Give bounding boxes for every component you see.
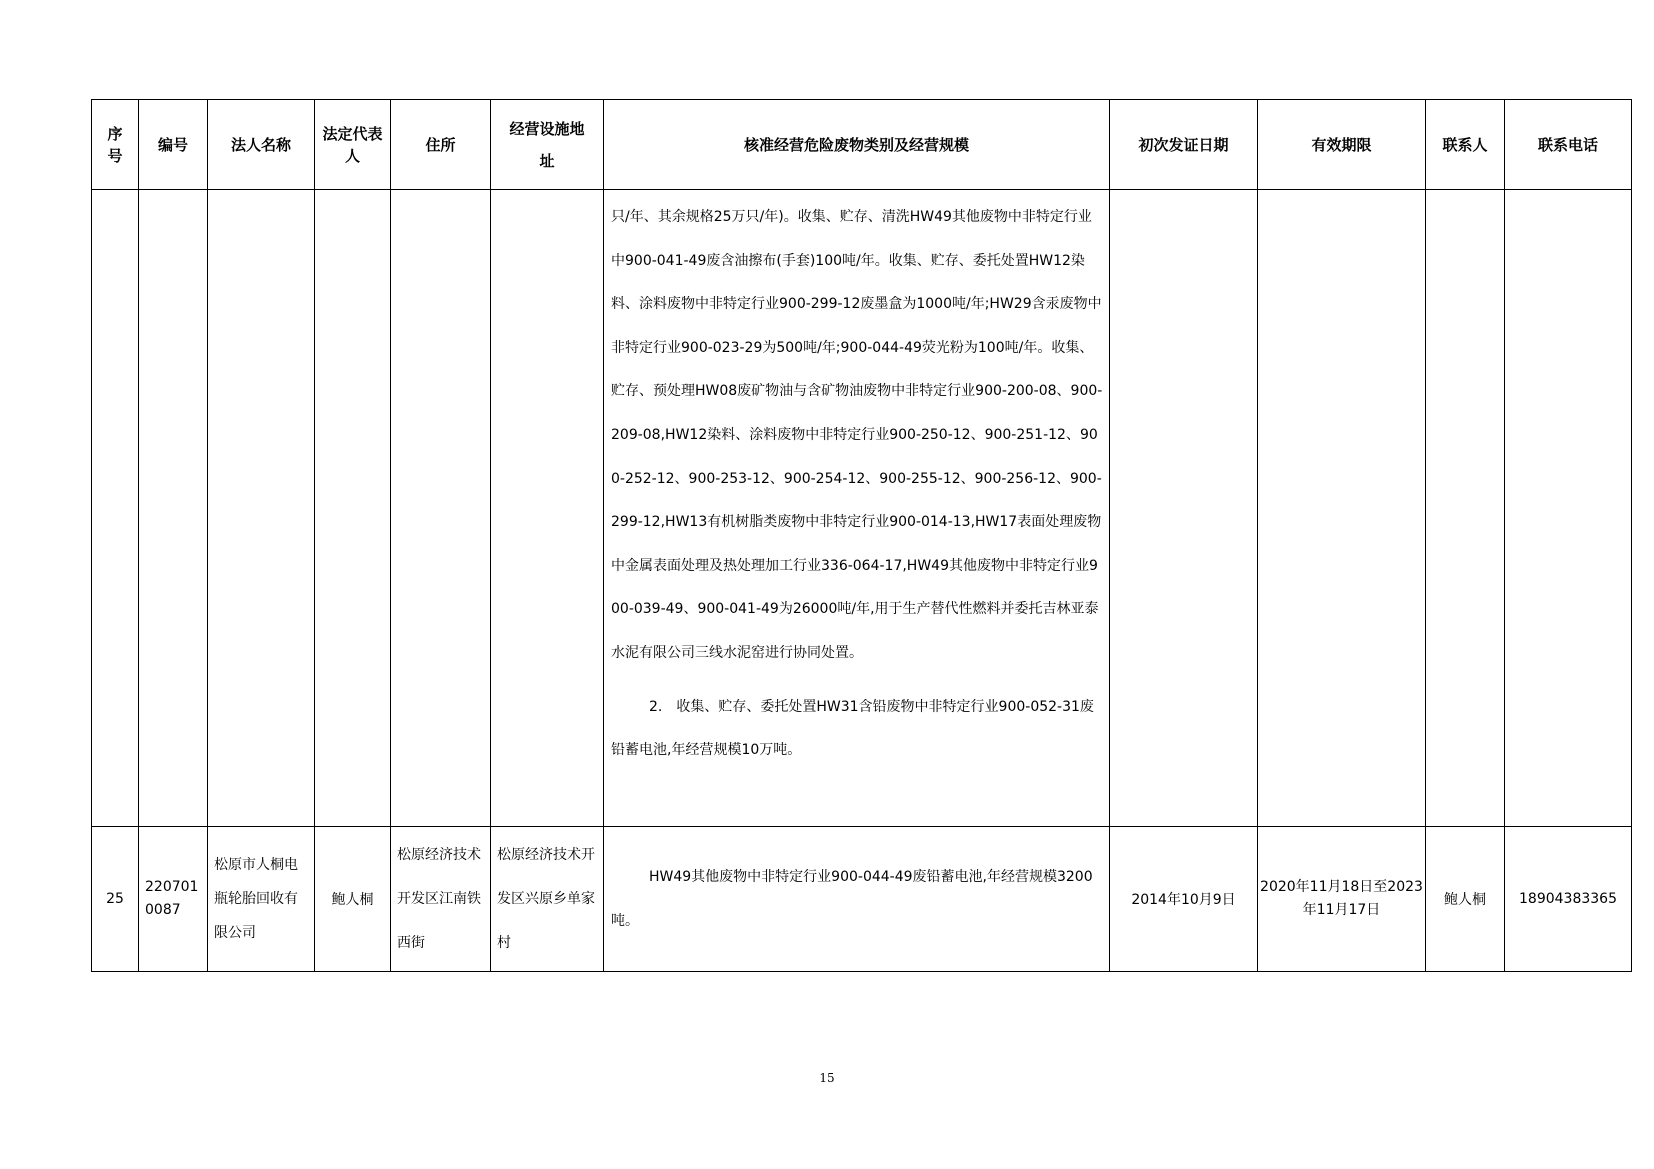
cell-legal-rep: 鲍人桐 xyxy=(315,827,391,972)
cell-empty xyxy=(208,190,315,827)
header-scope: 核准经营危险废物类别及经营规模 xyxy=(604,100,1110,190)
cell-contact: 鲍人桐 xyxy=(1426,827,1505,972)
cell-seq: 25 xyxy=(92,827,139,972)
scope-continuation-text: 只/年、其余规格25万只/年)。收集、贮存、清洗HW49其他废物中非特定行业中900-041-49废含油擦布(手套)100吨/年。收集、贮存、委托处置HW12染料、涂料废物中非特定行业900-299-12废墨盒为1000吨/年;HW29含汞废物中非特定行业900-023-29为500吨/年;900-044-49荧光粉为100吨/年。收集、贮存、预处理HW08废矿物油与含矿物油废物中非特定行业900-200-08、900-209-08,HW12染料、涂料废物中非特定行业900-250-12、900-251-12、900-252-12、900-253-12、900-254-12、900-255-12、900-256-12、900-299-12,HW13有机树脂类废物中非特定行业900-014-13,HW17表面处理废物中金属表面处理及热处理加工行业336-064-17,HW49其他废物中非特定行业900-039-49、900-041-49为26000吨/年,用于生产替代性燃料并委托吉林亚泰水泥有限公司三线水泥窑进行协同处置。 xyxy=(611,209,1103,661)
table-row-continuation xyxy=(92,190,1632,827)
cell-scope: HW49其他废物中非特定行业900-044-49废铅蓄电池,年经营规模3200吨。 xyxy=(604,827,1110,972)
cell-residence: 松原经济技术开发区江南铁西街 xyxy=(391,827,491,972)
cell-empty xyxy=(1110,190,1258,827)
cell-empty xyxy=(391,190,491,827)
cell-legal-name: 松原市人桐电瓶轮胎回收有限公司 xyxy=(208,827,315,972)
header-seq: 序号 xyxy=(92,100,139,190)
header-validity: 有效期限 xyxy=(1258,100,1426,190)
cell-empty xyxy=(92,190,139,827)
cell-scope-continuation xyxy=(604,190,1110,827)
header-residence: 住所 xyxy=(391,100,491,190)
header-phone: 联系电话 xyxy=(1505,100,1632,190)
scope-item-2: 2. 收集、贮存、委托处置HW31含铅废物中非特定行业900-052-31废铅蓄电池,年经营规模10万吨。 xyxy=(611,698,1094,759)
cell-empty xyxy=(1505,190,1632,827)
table-row xyxy=(92,827,1632,972)
header-legal-name: 法人名称 xyxy=(208,100,315,190)
cell-empty xyxy=(1258,190,1426,827)
cell-phone: 18904383365 xyxy=(1505,827,1632,972)
cell-code: 2207010087 xyxy=(139,827,208,972)
header-legal-rep: 法定代表人 xyxy=(315,100,391,190)
cell-empty xyxy=(315,190,391,827)
header-first-issue-date: 初次发证日期 xyxy=(1110,100,1258,190)
permit-table xyxy=(91,99,1632,972)
page-number: 15 xyxy=(819,1071,835,1085)
cell-facility-address: 松原经济技术开发区兴原乡单家村 xyxy=(491,827,604,972)
header-contact: 联系人 xyxy=(1426,100,1505,190)
cell-empty xyxy=(139,190,208,827)
header-row xyxy=(92,100,1632,190)
cell-empty xyxy=(491,190,604,827)
cell-validity: 2020年11月18日至2023年11月17日 xyxy=(1258,827,1426,972)
cell-first-issue-date: 2014年10月9日 xyxy=(1110,827,1258,972)
header-facility-address: 经营设施地址 xyxy=(491,100,604,190)
cell-empty xyxy=(1426,190,1505,827)
header-code: 编号 xyxy=(139,100,208,190)
